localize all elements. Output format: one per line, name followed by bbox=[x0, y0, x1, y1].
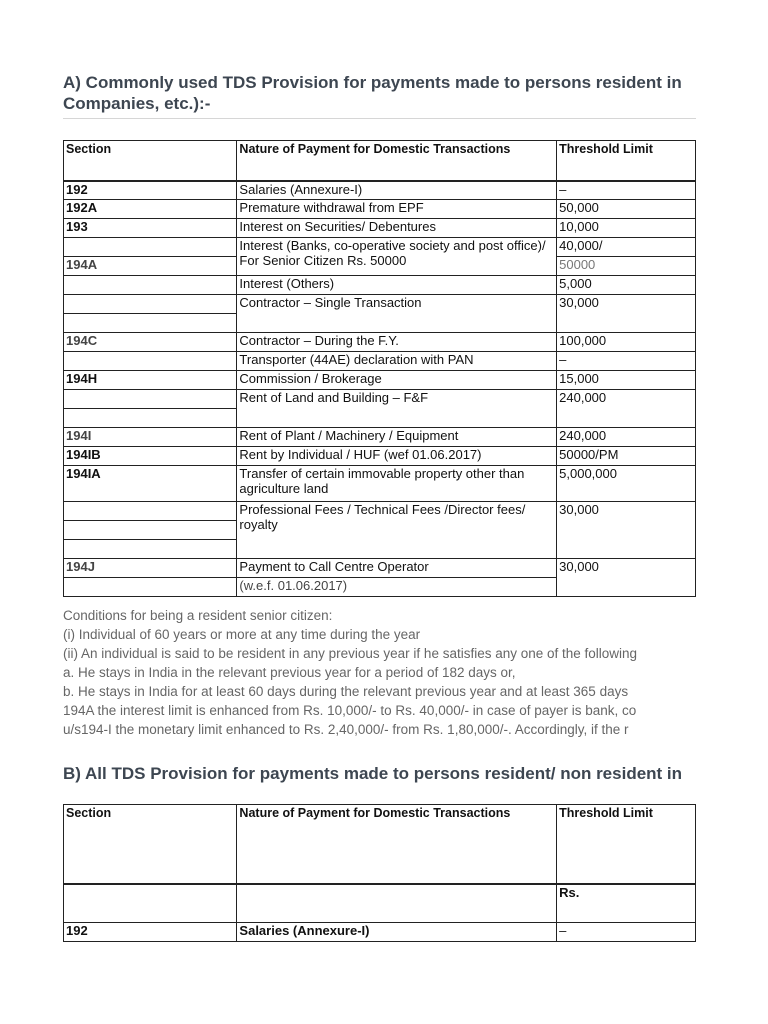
row-nature: Transfer of certain immovable property other than agriculture land bbox=[237, 466, 557, 502]
row-nature: Interest (Others) bbox=[237, 276, 557, 295]
row-limit: 5,000,000 bbox=[557, 466, 696, 502]
table-row bbox=[64, 200, 696, 219]
table-row bbox=[64, 371, 696, 390]
table-row bbox=[64, 333, 696, 352]
note-line: (i) Individual of 60 years or more at any time during the year bbox=[63, 627, 421, 642]
tds-table-b bbox=[63, 804, 696, 942]
row-section: 194A bbox=[64, 257, 237, 276]
table-row bbox=[64, 447, 696, 466]
row-section: 192 bbox=[64, 181, 237, 200]
row-nature: Premature withdrawal from EPF bbox=[237, 200, 557, 219]
row-section bbox=[64, 238, 237, 257]
note-line: Conditions for being a resident senior citizen: bbox=[63, 608, 333, 623]
row-section: 192 bbox=[64, 923, 237, 942]
header-nature: Nature of Payment for Domestic Transactions bbox=[237, 141, 557, 181]
row-section bbox=[64, 352, 237, 371]
row-nature: Interest (Banks, co-operative society and post office)/ For Senior Citizen Rs. 50000 bbox=[237, 238, 557, 276]
note-line: a. He stays in India in the relevant previous year for a period of 182 days or, bbox=[63, 665, 516, 680]
tds-table-a bbox=[63, 140, 696, 597]
row-limit: 15,000 bbox=[557, 371, 696, 390]
row-nature: Rent of Land and Building – F&F bbox=[237, 390, 557, 428]
table-header-row bbox=[64, 805, 696, 884]
senior-citizen-notes bbox=[63, 606, 637, 739]
table-row bbox=[64, 466, 696, 502]
row-nature: Contractor – During the F.Y. bbox=[237, 333, 557, 352]
note-line: u/s194-I the monetary limit enhanced to Rs. 2,40,000/- from Rs. 1,80,000/-. Accordingly, if the r bbox=[63, 722, 629, 737]
row-section: 194I bbox=[64, 428, 237, 447]
row-section-empty bbox=[64, 521, 237, 540]
section-a-heading-line2: Companies, etc.):- bbox=[63, 94, 211, 113]
row-section bbox=[64, 578, 237, 597]
header-threshold: Threshold Limit bbox=[557, 805, 696, 884]
note-line: 194A the interest limit is enhanced from Rs. 10,000/- to Rs. 40,000/- in case of payer is bank, co bbox=[63, 703, 637, 718]
row-section bbox=[64, 390, 237, 409]
row-section-empty bbox=[64, 540, 237, 559]
row-section: 194IB bbox=[64, 447, 237, 466]
row-nature: Rent by Individual / HUF (wef 01.06.2017) bbox=[237, 447, 557, 466]
row-nature: Transporter (44AE) declaration with PAN bbox=[237, 352, 557, 371]
note-line: (ii) An individual is said to be resident in any previous year if he satisfies any one of the following bbox=[63, 646, 638, 661]
table-row bbox=[64, 390, 696, 409]
unit-nature bbox=[237, 884, 557, 923]
unit-row bbox=[64, 884, 696, 923]
row-section bbox=[64, 295, 237, 314]
header-section: Section bbox=[64, 141, 237, 181]
table-row bbox=[64, 923, 696, 942]
row-limit: – bbox=[557, 923, 696, 942]
row-nature: (w.e.f. 01.06.2017) bbox=[237, 578, 557, 597]
table-header-row bbox=[64, 141, 696, 181]
table-row bbox=[64, 352, 696, 371]
row-section: 194C bbox=[64, 333, 237, 352]
table-row bbox=[64, 181, 696, 200]
table-row bbox=[64, 238, 696, 257]
unit-limit: Rs. bbox=[557, 884, 696, 923]
header-nature: Nature of Payment for Domestic Transactions bbox=[237, 805, 557, 884]
row-section: 192A bbox=[64, 200, 237, 219]
row-section bbox=[64, 276, 237, 295]
row-limit: 100,000 bbox=[557, 333, 696, 352]
row-limit: 5,000 bbox=[557, 276, 696, 295]
row-limit: 10,000 bbox=[557, 219, 696, 238]
row-section: 194H bbox=[64, 371, 237, 390]
row-nature: Salaries (Annexure-I) bbox=[237, 923, 557, 942]
note-line: b. He stays in India for at least 60 days during the relevant previous year and at least 365 days bbox=[63, 684, 629, 699]
row-limit: – bbox=[557, 352, 696, 371]
section-b-heading: B) All TDS Provision for payments made to persons resident/ non resident in bbox=[63, 764, 683, 783]
row-limit: 240,000 bbox=[557, 428, 696, 447]
row-limit: – bbox=[557, 181, 696, 200]
row-limit: 30,000 bbox=[557, 502, 696, 559]
table-row bbox=[64, 276, 696, 295]
row-section: 194IA bbox=[64, 466, 237, 502]
table-row bbox=[64, 502, 696, 521]
row-section bbox=[64, 502, 237, 521]
row-limit: 50,000 bbox=[557, 200, 696, 219]
row-nature: Salaries (Annexure-I) bbox=[237, 181, 557, 200]
row-limit: 30,000 bbox=[557, 295, 696, 333]
row-limit: 50000 bbox=[557, 257, 696, 276]
table-row bbox=[64, 428, 696, 447]
section-a-heading-line1: A) Commonly used TDS Provision for payments made to persons resident in bbox=[63, 73, 682, 92]
unit-section bbox=[64, 884, 237, 923]
row-section: 194J bbox=[64, 559, 237, 578]
table-row bbox=[64, 559, 696, 578]
row-nature: Commission / Brokerage bbox=[237, 371, 557, 390]
row-nature: Payment to Call Centre Operator bbox=[237, 559, 557, 578]
row-section: 193 bbox=[64, 219, 237, 238]
section-a-heading bbox=[63, 72, 682, 114]
table-row bbox=[64, 295, 696, 314]
row-nature: Rent of Plant / Machinery / Equipment bbox=[237, 428, 557, 447]
row-limit: 240,000 bbox=[557, 390, 696, 428]
row-section-empty bbox=[64, 314, 237, 333]
row-limit: 40,000/ bbox=[557, 238, 696, 257]
row-section-empty bbox=[64, 409, 237, 428]
row-nature: Contractor – Single Transaction bbox=[237, 295, 557, 333]
header-section: Section bbox=[64, 805, 237, 884]
row-limit: 30,000 bbox=[557, 559, 696, 597]
row-nature: Interest on Securities/ Debentures bbox=[237, 219, 557, 238]
table-row bbox=[64, 219, 696, 238]
row-nature: Professional Fees / Technical Fees /Director fees/ royalty bbox=[237, 502, 557, 559]
row-limit: 50000/PM bbox=[557, 447, 696, 466]
header-threshold: Threshold Limit bbox=[557, 141, 696, 181]
heading-divider bbox=[63, 118, 696, 119]
